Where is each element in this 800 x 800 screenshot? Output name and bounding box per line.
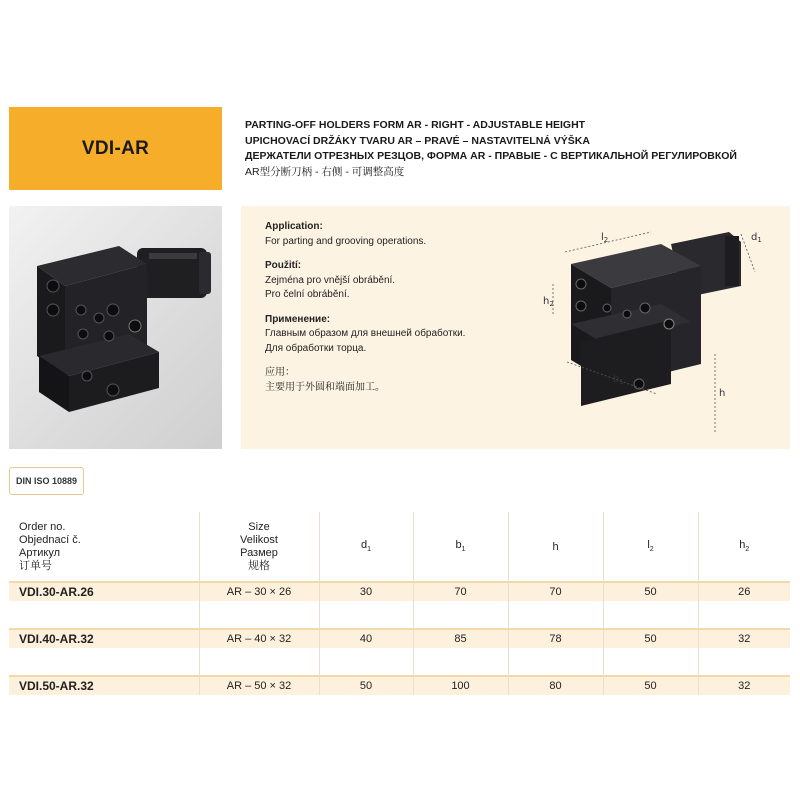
d1-cell: 50 — [319, 676, 413, 695]
b1-cell: 85 — [413, 629, 508, 648]
order-no: VDI.30-AR.26 — [9, 582, 199, 601]
l2-cell: 50 — [603, 676, 698, 695]
size-cell: AR – 50 × 32 — [199, 676, 319, 695]
application-panel — [241, 206, 790, 449]
table-row — [9, 582, 790, 601]
application-text-zh: 主要用于外圆和端面加工。 — [265, 381, 385, 393]
technical-drawing — [541, 214, 781, 442]
b1-cell: 100 — [413, 676, 508, 695]
dim-l2-label: $l_2$ — [601, 232, 609, 244]
application-heading-cz: Použití: — [265, 260, 302, 271]
h-cell: 70 — [508, 582, 603, 601]
application-text-en: For parting and grooving operations. — [265, 235, 427, 247]
application-text-ru-2: Для обработки торца. — [265, 342, 367, 354]
h2-cell: 32 — [698, 629, 790, 648]
h2-cell: 32 — [698, 676, 790, 695]
l2-cell: 50 — [603, 629, 698, 648]
application-text — [265, 220, 525, 395]
application-text-cz-1: Zejména pro vnější obrábění. — [265, 274, 396, 286]
application-text-ru-1: Главным образом для внешней обработки. — [265, 328, 466, 339]
subtitle-cz: UPICHOVACÍ DRŽÁKY TVARU AR – PRAVÉ – NASTAVITELNÁ VÝŠKA — [245, 134, 590, 147]
table-row — [9, 629, 790, 648]
h-cell: 80 — [508, 676, 603, 695]
l2-cell: 50 — [603, 582, 698, 601]
b1-cell: 70 — [413, 582, 508, 601]
dim-d1-label: $d_1$ — [751, 232, 762, 244]
col-b1: $b_1$ — [413, 512, 508, 582]
application-text-cz-2: Pro čelní obrábění. — [265, 289, 350, 300]
subtitle-en: PARTING-OFF HOLDERS FORM AR - RIGHT - ADJUSTABLE HEIGHT — [245, 119, 586, 131]
order-no: VDI.50-AR.32 — [9, 676, 199, 695]
dim-h2-label: $h_2$ — [543, 296, 554, 308]
title-banner — [9, 107, 222, 190]
col-d1: $d_1$ — [319, 512, 413, 582]
col-order: Order no. Objednací č. Артикул 订单号 — [19, 520, 81, 572]
dim-h-label: h — [719, 388, 726, 399]
application-heading-zh: 应用： — [265, 367, 295, 378]
size-cell: AR – 30 × 26 — [199, 582, 319, 601]
subtitle-ru: ДЕРЖАТЕЛИ ОТРЕЗНЫХ РЕЗЦОВ, ФОРМА AR - ПРАВЫЕ - С ВЕРТИКАЛЬНОЙ РЕГУЛИРОВКОЙ — [245, 150, 737, 162]
col-size: Size Velikost Размер 规格 — [199, 512, 319, 582]
product-photo — [9, 206, 222, 449]
d1-cell: 40 — [319, 629, 413, 648]
tool-holder-photo-icon — [9, 206, 222, 449]
standard-badge: DIN ISO 10889 — [9, 467, 84, 495]
h2-cell: 26 — [698, 582, 790, 601]
d1-cell: 30 — [319, 582, 413, 601]
table-row — [9, 676, 790, 695]
spec-table — [9, 512, 790, 695]
h-cell: 78 — [508, 629, 603, 648]
col-l2: $l_2$ — [603, 512, 698, 582]
application-heading-ru: Применение: — [265, 313, 331, 325]
col-h2: $h_2$ — [698, 512, 790, 582]
order-no: VDI.40-AR.32 — [9, 629, 199, 648]
size-cell: AR – 40 × 32 — [199, 629, 319, 648]
page-title: VDI-AR — [81, 137, 150, 159]
application-heading-en: Application: — [265, 221, 323, 232]
subtitle-zh: AR型分断刀柄 - 右侧 - 可调整高度 — [245, 165, 405, 178]
subtitle-block — [245, 118, 790, 180]
dim-b1-label: $b_1$ — [613, 374, 624, 386]
col-h: h — [508, 512, 603, 582]
